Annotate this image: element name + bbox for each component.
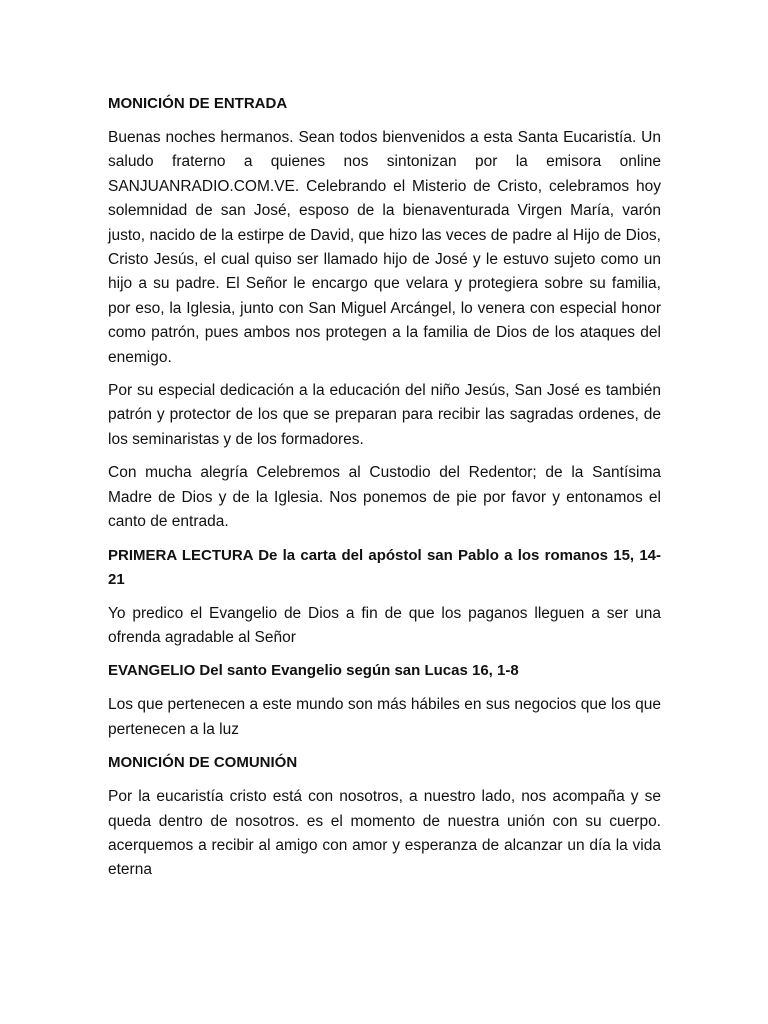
entrance-heading: MONICIÓN DE ENTRADA (108, 95, 288, 112)
entrance-paragraph-3: Con mucha alegría Celebremos al Custodio del Redentor; de la Santísima Madre de Dios y de la Iglesia. Nos ponemos de pie por favor y entonamos el canto de entrada. (108, 464, 661, 531)
gospel-summary: Los que pertenecen a este mundo son más hábiles en sus negocios que los que pertenecen a la luz (108, 696, 661, 738)
gospel-section (108, 659, 661, 742)
communion-section (108, 751, 661, 883)
communion-heading: MONICIÓN DE COMUNIÓN (108, 754, 298, 772)
document-page (108, 92, 661, 892)
first-reading-heading: PRIMERA LECTURA De la carta del apóstol san Pablo a los romanos 15, 14-21 (108, 546, 661, 588)
first-reading-summary: Yo predico el Evangelio de Dios a fin de que los paganos lleguen a ser una ofrenda agradable al Señor (108, 604, 661, 646)
entrance-paragraph-1: Buenas noches hermanos. Sean todos bienvenidos a esta Santa Eucaristía. Un saludo fraterno a quienes nos sintonizan por la emisora online SANJUANRADIO.COM.VE. Celebrando el Misterio de Cristo, celebramos hoy solemnidad de san José, esposo de la bienaventurada Virgen María, varón justo, nacido de la estirpe de David, que hizo las veces de padre al Hijo de Dios, Cristo Jesús, el cual quiso ser llamado hijo de José y le estuvo sujeto como un hijo a su padre. El Señor le encargo que velara y protegiera sobre su familia, por eso, la Iglesia, junto con San Miguel Arcángel, lo venera con especial honor como patrón, pues ambos nos protegen a la familia de Dios de los ataques del enemigo. (108, 129, 661, 366)
gospel-heading: EVANGELIO Del santo Evangelio según san Lucas 16, 1-8 (108, 662, 519, 680)
first-reading-section (108, 544, 661, 651)
communion-paragraph: Por la eucaristía cristo está con nosotros, a nuestro lado, nos acompaña y se queda dentro de nosotros. es el momento de nuestra unión con su cuerpo. acerquemos a recibir al amigo con amor y esperanza de alcanzar un día la vida eterna (108, 788, 661, 879)
entrance-paragraph-2: Por su especial dedicación a la educación del niño Jesús, San José es también patrón y protector de los que se preparan para recibir las sagradas ordenes, de los seminaristas y de los formadores. (108, 382, 661, 448)
entrance-section (108, 92, 661, 535)
